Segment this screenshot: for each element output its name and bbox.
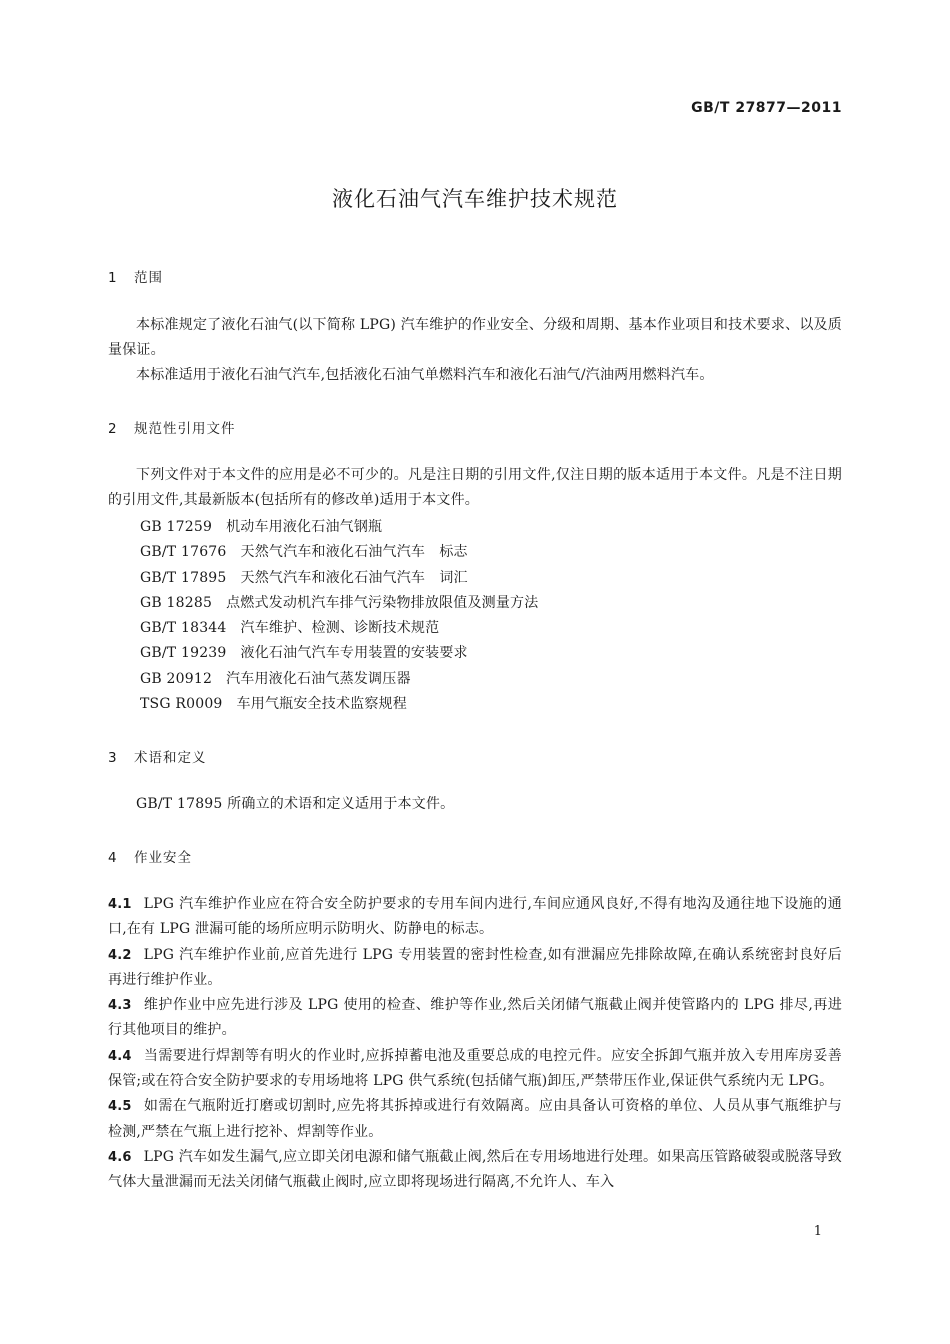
reference-item: [140, 692, 538, 717]
clause-4-6: [108, 1145, 842, 1196]
reference-name: 车用气瓶安全技术监察规程: [236, 696, 407, 713]
reference-code: GB/T 17676: [140, 544, 227, 561]
safety-clauses: [108, 892, 842, 1196]
reference-item: [140, 641, 538, 666]
reference-code: GB 20912: [140, 670, 213, 687]
reference-item: [140, 540, 538, 565]
reference-code: GB/T 18344: [140, 620, 227, 637]
document-title: 液化石油气汽车维护技术规范: [332, 187, 618, 211]
reference-name: 汽车用液化石油气蒸发调压器: [226, 670, 411, 687]
reference-name: 点燃式发动机汽车排气污染物排放限值及测量方法: [226, 594, 539, 611]
reference-code: GB 17259: [140, 519, 213, 535]
clause-number: 4.4: [108, 1048, 132, 1064]
clause-4-5: [108, 1094, 842, 1145]
section-number: 1: [108, 270, 118, 286]
clause-number: 4.6: [108, 1149, 132, 1165]
clause-number: 4.3: [108, 998, 132, 1014]
clause-4-3: [108, 993, 842, 1044]
section-number: 4: [108, 850, 118, 866]
section-heading-4: [108, 846, 192, 866]
reference-item: [140, 667, 538, 692]
normative-intro-paragraph: 下列文件对于本文件的应用是必不可少的。凡是注日期的引用文件,仅注日期的版本适用于本文件。凡是不注日期的引用文件,其最新版本(包括所有的修改单)适用于本文件。: [108, 467, 842, 508]
clause-4-4: [108, 1044, 842, 1095]
section-title: 规范性引用文件: [134, 421, 236, 437]
section-heading-1: [108, 266, 163, 286]
clause-4-1: [108, 892, 842, 943]
clause-text: LPG 汽车维护作业应在符合安全防护要求的专用车间内进行,车间应通风良好,不得有地沟及通往地下设施的通口,在有 LPG 泄漏可能的场所应明示防明火、防静电的标志。: [108, 896, 842, 938]
reference-item: [140, 616, 538, 641]
clause-number: 4.2: [108, 947, 132, 963]
reference-code: GB/T 19239: [140, 645, 227, 662]
reference-item: [140, 566, 538, 591]
clause-number: 4.1: [108, 897, 132, 912]
section-number: 3: [108, 750, 118, 766]
reference-code: GB/T 17895: [140, 569, 227, 586]
clause-text: LPG 汽车如发生漏气,应立即关闭电源和储气瓶截止阀,然后在专用场地进行处理。如果高压管路破裂或脱落导致气体大量泄漏而无法关闭储气瓶截止阀时,应立即将现场进行隔离,不允许人、车入: [108, 1148, 842, 1191]
reference-name: 液化石油气汽车专用装置的安装要求: [240, 645, 468, 662]
page-number: 1: [813, 1224, 822, 1239]
scope-paragraph-2: 本标准适用于液化石油气汽车,包括液化石油气单燃料汽车和液化石油气/汽油两用燃料汽车。: [136, 367, 714, 383]
scope-paragraph-1: 本标准规定了液化石油气(以下简称 LPG) 汽车维护的作业安全、分级和周期、基本作业项目和技术要求、以及质量保证。: [108, 317, 842, 358]
reference-item: [140, 591, 538, 616]
clause-text: LPG 汽车维护作业前,应首先进行 LPG 专用装置的密封性检查,如有泄漏应先排除故障,在确认系统密封良好后再进行维护作业。: [108, 946, 842, 988]
clause-number: 4.5: [108, 1099, 132, 1115]
reference-code: TSG R0009: [140, 696, 223, 713]
section-number: 2: [108, 421, 118, 437]
reference-name: 汽车维护、检测、诊断技术规范: [240, 620, 440, 637]
standard-code: GB/T 27877—2011: [691, 100, 842, 116]
reference-item: [140, 515, 538, 540]
clause-text: 当需要进行焊割等有明火的作业时,应拆掉蓄电池及重要总成的电控元件。应安全拆卸气瓶并放入专用库房妥善保管;或在符合安全防护要求的专用场地将 LPG 供气系统(包括储气瓶)卸压,严禁带压作业,保证供气系统内无 LPG。: [108, 1047, 842, 1090]
section-title: 作业安全: [134, 850, 192, 866]
section-heading-2: [108, 417, 236, 437]
reference-name: 天然气汽车和液化石油气汽车 词汇: [240, 569, 468, 586]
clause-text: 如需在气瓶附近打磨或切割时,应先将其拆掉或进行有效隔离。应由具备认可资格的单位、人员从事气瓶维护与检测,严禁在气瓶上进行挖补、焊割等作业。: [108, 1098, 842, 1140]
reference-code: GB 18285: [140, 594, 213, 611]
clause-text: 维护作业中应先进行涉及 LPG 使用的检查、维护等作业,然后关闭储气瓶截止阀并使管路内的 LPG 排尽,再进行其他项目的维护。: [108, 997, 842, 1039]
clause-4-2: [108, 943, 842, 994]
section-title: 范围: [134, 270, 163, 286]
reference-name: 机动车用液化石油气钢瓶: [226, 519, 383, 535]
terms-paragraph: GB/T 17895 所确立的术语和定义适用于本文件。: [136, 796, 455, 812]
section-title: 术语和定义: [134, 750, 207, 766]
section-heading-3: [108, 746, 207, 766]
reference-list: [140, 515, 538, 717]
reference-name: 天然气汽车和液化石油气汽车 标志: [240, 544, 468, 561]
